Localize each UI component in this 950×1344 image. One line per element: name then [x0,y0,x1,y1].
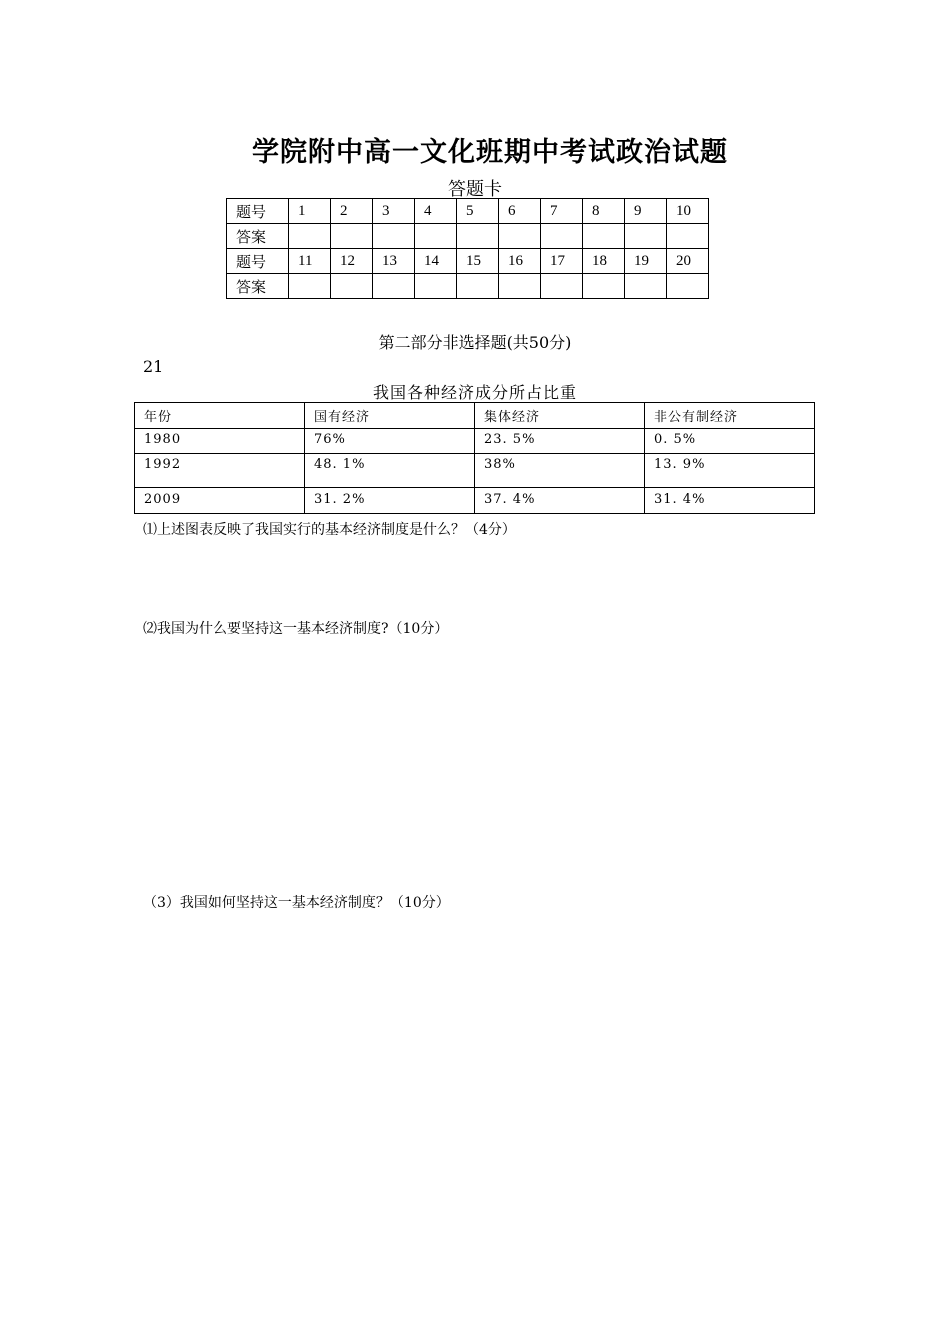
economy-share-table [134,402,815,514]
answer-card-number-row [227,249,709,274]
answer-card-number-row [227,199,709,224]
table-cell: 76% [305,429,475,454]
answer-card-answer-row [227,224,709,249]
table-cell: 13. 9% [645,454,815,488]
answer-cell[interactable] [667,274,709,299]
answer-card-table [226,198,709,299]
row-label-answer: 答案 [227,274,289,299]
question-number-cell: 19 [625,249,667,274]
table-row [135,454,815,488]
table-header-cell: 非公有制经济 [645,403,815,429]
table-caption: 我国各种经济成分所占比重 [372,383,577,402]
question-number-cell: 6 [499,199,541,224]
answer-cell[interactable] [373,224,415,249]
table-cell: 1980 [135,429,305,454]
section-heading: 第二部分非选择题(共50分) [378,333,572,352]
answer-cell[interactable] [583,274,625,299]
table-header-cell: 国有经济 [305,403,475,429]
table-header-cell: 年份 [135,403,305,429]
answer-cell[interactable] [457,224,499,249]
table-row [135,488,815,514]
exam-title: 学院附中高一文化班期中考试政治试题 [252,137,728,168]
table-header-cell: 集体经济 [475,403,645,429]
question-number-cell: 17 [541,249,583,274]
question-number-cell: 11 [289,249,331,274]
question-number-cell: 14 [415,249,457,274]
question-number-cell: 18 [583,249,625,274]
answer-cell[interactable] [625,274,667,299]
answer-cell[interactable] [289,224,331,249]
question-number-cell: 20 [667,249,709,274]
question-number-cell: 5 [457,199,499,224]
question-number-cell: 7 [541,199,583,224]
question-number-cell: 15 [457,249,499,274]
answer-cell[interactable] [373,274,415,299]
row-label-number: 题号 [227,199,289,224]
answer-cell[interactable] [541,224,583,249]
answer-cell[interactable] [499,224,541,249]
question-number-cell: 10 [667,199,709,224]
table-header-row [135,403,815,429]
question-number-cell: 13 [373,249,415,274]
row-label-number: 题号 [227,249,289,274]
question-number-cell: 3 [373,199,415,224]
table-cell: 1992 [135,454,305,488]
question-number-cell: 12 [331,249,373,274]
answer-cell[interactable] [415,224,457,249]
question-number-cell: 8 [583,199,625,224]
answer-card-answer-row [227,274,709,299]
answer-cell[interactable] [331,274,373,299]
table-cell: 31. 4% [645,488,815,514]
table-cell: 2009 [135,488,305,514]
question-number: 21 [143,357,164,376]
table-cell: 48. 1% [305,454,475,488]
answer-cell[interactable] [415,274,457,299]
question-number-cell: 9 [625,199,667,224]
table-cell: 38% [475,454,645,488]
answer-cell[interactable] [457,274,499,299]
table-cell: 23. 5% [475,429,645,454]
answer-cell[interactable] [331,224,373,249]
answer-cell[interactable] [289,274,331,299]
question-1: ⑴上述图表反映了我国实行的基本经济制度是什么？（4分） [143,522,516,538]
question-number-cell: 16 [499,249,541,274]
answer-cell[interactable] [583,224,625,249]
question-number-cell: 1 [289,199,331,224]
question-2: ⑵我国为什么要坚持这一基本经济制度?（10分） [143,621,449,637]
question-number-cell: 4 [415,199,457,224]
table-cell: 0. 5% [645,429,815,454]
answer-card-heading: 答题卡 [448,179,502,200]
answer-cell[interactable] [625,224,667,249]
answer-cell[interactable] [667,224,709,249]
question-3: （3）我国如何坚持这一基本经济制度？（10分） [143,895,450,911]
table-cell: 31. 2% [305,488,475,514]
row-label-answer: 答案 [227,224,289,249]
answer-cell[interactable] [541,274,583,299]
table-cell: 37. 4% [475,488,645,514]
table-row [135,429,815,454]
answer-cell[interactable] [499,274,541,299]
question-number-cell: 2 [331,199,373,224]
